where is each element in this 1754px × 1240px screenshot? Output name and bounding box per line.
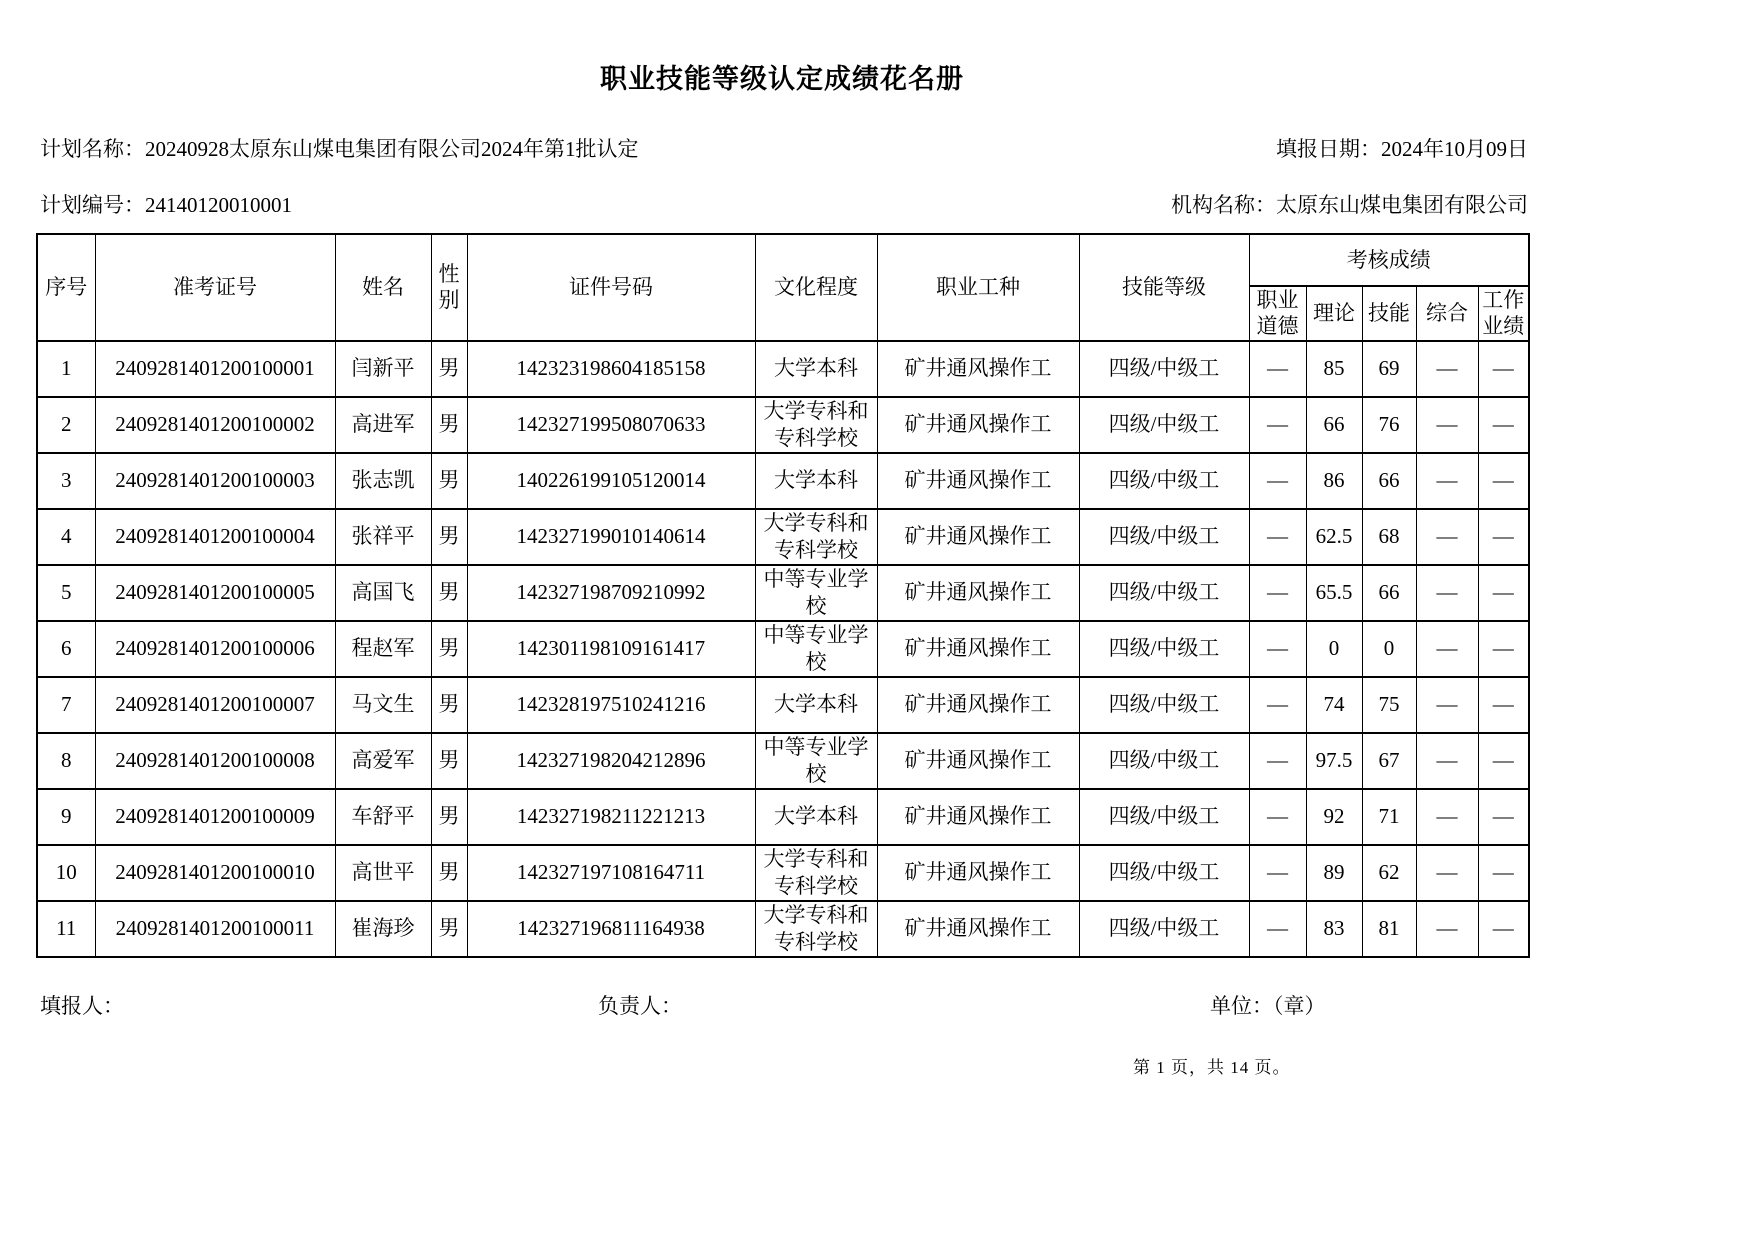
cell-occupation: 矿井通风操作工	[877, 341, 1079, 397]
cell-education: 大学本科	[755, 341, 877, 397]
cell-education: 大学本科	[755, 453, 877, 509]
cell-name: 闫新平	[335, 341, 431, 397]
cell-score-work: —	[1478, 621, 1529, 677]
cell-gender: 男	[431, 341, 467, 397]
cell-score-ethics: —	[1249, 453, 1306, 509]
cell-skill-level: 四级/中级工	[1079, 397, 1249, 453]
table-row	[37, 789, 1529, 845]
col-header-exam-no: 准考证号	[95, 234, 335, 341]
org-name	[1171, 189, 1528, 219]
cell-id-no: 142323198604185158	[467, 341, 755, 397]
cell-score-skill: 66	[1362, 565, 1416, 621]
cell-id-no: 142327199508070633	[467, 397, 755, 453]
cell-score-skill: 69	[1362, 341, 1416, 397]
info-row-plan	[36, 133, 1528, 163]
cell-score-ethics: —	[1249, 789, 1306, 845]
cell-gender: 男	[431, 677, 467, 733]
cell-exam-no: 2409281401200100003	[95, 453, 335, 509]
cell-name: 马文生	[335, 677, 431, 733]
cell-score-work: —	[1478, 341, 1529, 397]
cell-occupation: 矿井通风操作工	[877, 733, 1079, 789]
cell-score-theory: 65.5	[1306, 565, 1362, 621]
cell-seq: 7	[37, 677, 95, 733]
cell-education: 中等专业学校	[755, 621, 877, 677]
cell-id-no: 142327198211221213	[467, 789, 755, 845]
cell-score-theory: 92	[1306, 789, 1362, 845]
cell-score-ethics: —	[1249, 845, 1306, 901]
cell-occupation: 矿井通风操作工	[877, 397, 1079, 453]
table-row	[37, 677, 1529, 733]
cell-seq: 5	[37, 565, 95, 621]
cell-skill-level: 四级/中级工	[1079, 901, 1249, 957]
table-row	[37, 397, 1529, 453]
cell-skill-level: 四级/中级工	[1079, 845, 1249, 901]
col-header-occupation: 职业工种	[877, 234, 1079, 341]
cell-exam-no: 2409281401200100006	[95, 621, 335, 677]
cell-name: 程赵军	[335, 621, 431, 677]
cell-education: 大学专科和专科学校	[755, 509, 877, 565]
cell-score-theory: 89	[1306, 845, 1362, 901]
plan-name	[40, 133, 639, 163]
cell-seq: 4	[37, 509, 95, 565]
cell-exam-no: 2409281401200100002	[95, 397, 335, 453]
cell-exam-no: 2409281401200100007	[95, 677, 335, 733]
cell-gender: 男	[431, 397, 467, 453]
cell-score-theory: 66	[1306, 397, 1362, 453]
cell-education: 大学专科和专科学校	[755, 901, 877, 957]
cell-seq: 8	[37, 733, 95, 789]
cell-name: 张志凯	[335, 453, 431, 509]
col-header-score-group: 考核成绩	[1249, 234, 1529, 286]
cell-name: 车舒平	[335, 789, 431, 845]
cell-score-comprehensive: —	[1416, 341, 1478, 397]
table-body	[37, 341, 1529, 957]
cell-score-comprehensive: —	[1416, 509, 1478, 565]
cell-seq: 3	[37, 453, 95, 509]
cell-score-skill: 71	[1362, 789, 1416, 845]
table-row	[37, 733, 1529, 789]
cell-education: 中等专业学校	[755, 565, 877, 621]
cell-occupation: 矿井通风操作工	[877, 789, 1079, 845]
report-date-value: 2024年10月09日	[1381, 137, 1528, 161]
col-header-score-theory: 理论	[1306, 286, 1362, 341]
cell-gender: 男	[431, 789, 467, 845]
cell-name: 高进军	[335, 397, 431, 453]
cell-score-work: —	[1478, 845, 1529, 901]
page-number-info: 第 1 页，共 14 页。	[1133, 1058, 1291, 1077]
cell-exam-no: 2409281401200100005	[95, 565, 335, 621]
cell-id-no: 142301198109161417	[467, 621, 755, 677]
cell-score-comprehensive: —	[1416, 453, 1478, 509]
col-header-score-work: 工作业绩	[1478, 286, 1529, 341]
table-row	[37, 901, 1529, 957]
cell-id-no: 142328197510241216	[467, 677, 755, 733]
cell-score-skill: 66	[1362, 453, 1416, 509]
table-row	[37, 565, 1529, 621]
table-header	[37, 234, 1529, 341]
cell-name: 高世平	[335, 845, 431, 901]
cell-seq: 1	[37, 341, 95, 397]
report-date	[1276, 133, 1528, 163]
cell-gender: 男	[431, 901, 467, 957]
cell-score-comprehensive: —	[1416, 621, 1478, 677]
cell-education: 大学专科和专科学校	[755, 845, 877, 901]
unit-seal-label: 单位：（章）	[1210, 993, 1326, 1018]
cell-education: 中等专业学校	[755, 733, 877, 789]
col-header-score-comprehensive: 综合	[1416, 286, 1478, 341]
org-name-value: 太原东山煤电集团有限公司	[1276, 193, 1528, 217]
cell-occupation: 矿井通风操作工	[877, 901, 1079, 957]
cell-gender: 男	[431, 621, 467, 677]
cell-score-comprehensive: —	[1416, 845, 1478, 901]
cell-score-theory: 97.5	[1306, 733, 1362, 789]
cell-id-no: 142327198709210992	[467, 565, 755, 621]
manager-label: 负责人：	[598, 993, 682, 1018]
cell-skill-level: 四级/中级工	[1079, 341, 1249, 397]
org-name-label: 机构名称：	[1171, 193, 1276, 217]
cell-occupation: 矿井通风操作工	[877, 677, 1079, 733]
table-row	[37, 453, 1529, 509]
cell-score-work: —	[1478, 565, 1529, 621]
plan-name-label: 计划名称：	[40, 137, 145, 161]
col-header-score-skill: 技能	[1362, 286, 1416, 341]
cell-id-no: 142327198204212896	[467, 733, 755, 789]
cell-score-theory: 0	[1306, 621, 1362, 677]
plan-code-value: 24140120010001	[145, 193, 292, 217]
col-header-score-ethics: 职业道德	[1249, 286, 1306, 341]
cell-score-skill: 81	[1362, 901, 1416, 957]
plan-name-value: 20240928太原东山煤电集团有限公司2024年第1批认定	[145, 137, 639, 161]
plan-code	[40, 189, 292, 219]
cell-score-work: —	[1478, 901, 1529, 957]
cell-exam-no: 2409281401200100009	[95, 789, 335, 845]
col-header-seq: 序号	[37, 234, 95, 341]
cell-gender: 男	[431, 565, 467, 621]
cell-gender: 男	[431, 509, 467, 565]
cell-seq: 9	[37, 789, 95, 845]
cell-score-theory: 85	[1306, 341, 1362, 397]
cell-score-ethics: —	[1249, 677, 1306, 733]
cell-skill-level: 四级/中级工	[1079, 565, 1249, 621]
page-title: 职业技能等级认定成绩花名册	[600, 64, 964, 95]
cell-skill-level: 四级/中级工	[1079, 453, 1249, 509]
cell-education: 大学本科	[755, 789, 877, 845]
table-row	[37, 509, 1529, 565]
cell-gender: 男	[431, 453, 467, 509]
header-row-main	[37, 234, 1529, 286]
cell-name: 高国飞	[335, 565, 431, 621]
cell-score-ethics: —	[1249, 397, 1306, 453]
cell-score-work: —	[1478, 453, 1529, 509]
table-row	[37, 845, 1529, 901]
cell-name: 崔海珍	[335, 901, 431, 957]
cell-name: 高爱军	[335, 733, 431, 789]
cell-score-comprehensive: —	[1416, 901, 1478, 957]
cell-score-ethics: —	[1249, 341, 1306, 397]
score-roster-table	[36, 233, 1530, 958]
col-header-skill-level: 技能等级	[1079, 234, 1249, 341]
table-row	[37, 341, 1529, 397]
cell-skill-level: 四级/中级工	[1079, 733, 1249, 789]
cell-score-ethics: —	[1249, 509, 1306, 565]
cell-score-skill: 76	[1362, 397, 1416, 453]
cell-score-work: —	[1478, 509, 1529, 565]
col-header-education: 文化程度	[755, 234, 877, 341]
cell-occupation: 矿井通风操作工	[877, 509, 1079, 565]
plan-code-label: 计划编号：	[40, 193, 145, 217]
cell-skill-level: 四级/中级工	[1079, 789, 1249, 845]
cell-skill-level: 四级/中级工	[1079, 677, 1249, 733]
report-date-label: 填报日期：	[1276, 137, 1381, 161]
table-row	[37, 621, 1529, 677]
cell-exam-no: 2409281401200100004	[95, 509, 335, 565]
col-header-id-no: 证件号码	[467, 234, 755, 341]
cell-score-ethics: —	[1249, 621, 1306, 677]
filler-label: 填报人：	[40, 993, 124, 1018]
cell-score-skill: 68	[1362, 509, 1416, 565]
cell-score-work: —	[1478, 789, 1529, 845]
info-row-code	[36, 189, 1528, 219]
cell-education: 大学专科和专科学校	[755, 397, 877, 453]
cell-score-comprehensive: —	[1416, 789, 1478, 845]
cell-exam-no: 2409281401200100001	[95, 341, 335, 397]
cell-score-skill: 75	[1362, 677, 1416, 733]
cell-seq: 6	[37, 621, 95, 677]
cell-score-comprehensive: —	[1416, 733, 1478, 789]
cell-score-comprehensive: —	[1416, 397, 1478, 453]
cell-score-theory: 74	[1306, 677, 1362, 733]
cell-education: 大学本科	[755, 677, 877, 733]
cell-score-work: —	[1478, 677, 1529, 733]
cell-skill-level: 四级/中级工	[1079, 621, 1249, 677]
cell-occupation: 矿井通风操作工	[877, 453, 1079, 509]
cell-gender: 男	[431, 733, 467, 789]
document-content	[36, 0, 1528, 1020]
cell-score-work: —	[1478, 397, 1529, 453]
cell-score-comprehensive: —	[1416, 677, 1478, 733]
cell-occupation: 矿井通风操作工	[877, 845, 1079, 901]
cell-score-skill: 62	[1362, 845, 1416, 901]
footer-signatures	[36, 990, 1528, 1020]
cell-occupation: 矿井通风操作工	[877, 621, 1079, 677]
cell-gender: 男	[431, 845, 467, 901]
cell-id-no: 140226199105120014	[467, 453, 755, 509]
cell-score-ethics: —	[1249, 901, 1306, 957]
cell-score-theory: 86	[1306, 453, 1362, 509]
cell-exam-no: 2409281401200100010	[95, 845, 335, 901]
cell-seq: 10	[37, 845, 95, 901]
cell-id-no: 142327199010140614	[467, 509, 755, 565]
col-header-gender: 性别	[431, 234, 467, 341]
cell-seq: 11	[37, 901, 95, 957]
cell-score-ethics: —	[1249, 565, 1306, 621]
cell-occupation: 矿井通风操作工	[877, 565, 1079, 621]
cell-skill-level: 四级/中级工	[1079, 509, 1249, 565]
cell-id-no: 142327196811164938	[467, 901, 755, 957]
cell-score-work: —	[1478, 733, 1529, 789]
cell-score-ethics: —	[1249, 733, 1306, 789]
cell-seq: 2	[37, 397, 95, 453]
cell-exam-no: 2409281401200100008	[95, 733, 335, 789]
col-header-name: 姓名	[335, 234, 431, 341]
cell-score-skill: 0	[1362, 621, 1416, 677]
cell-score-theory: 83	[1306, 901, 1362, 957]
cell-score-skill: 67	[1362, 733, 1416, 789]
cell-exam-no: 2409281401200100011	[95, 901, 335, 957]
cell-score-comprehensive: —	[1416, 565, 1478, 621]
cell-id-no: 142327197108164711	[467, 845, 755, 901]
cell-score-theory: 62.5	[1306, 509, 1362, 565]
cell-name: 张祥平	[335, 509, 431, 565]
